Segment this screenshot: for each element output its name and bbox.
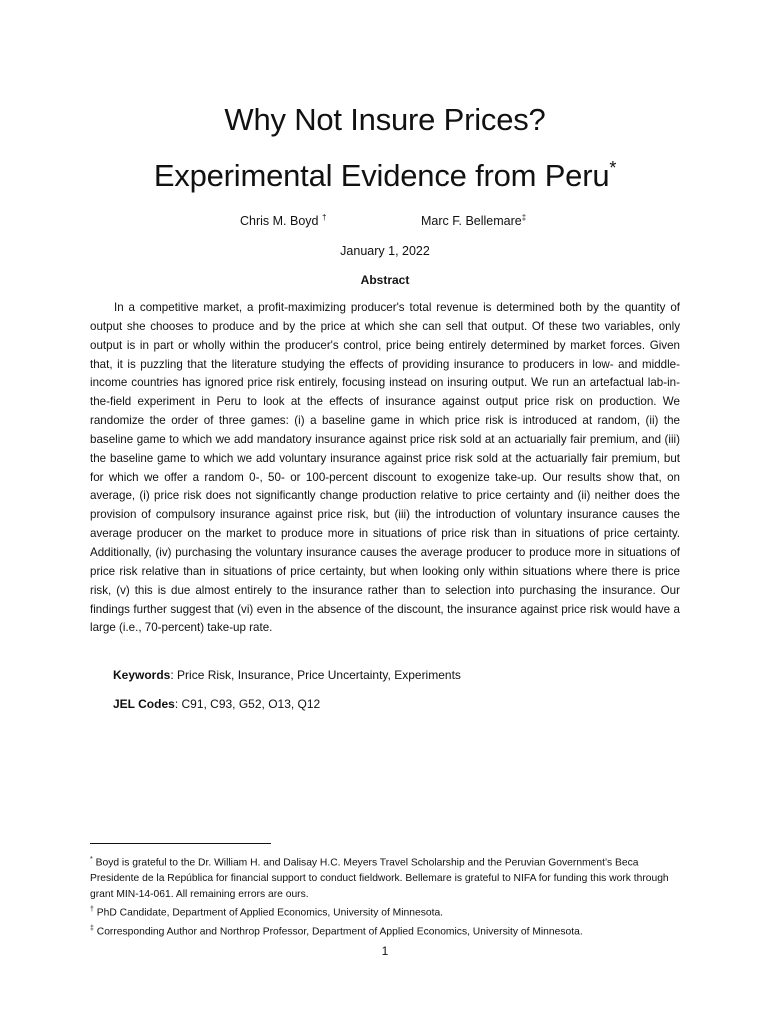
abstract-text: In a competitive market, a profit-maximizing producer's total revenue is determined both by the quantity of output she chooses to produce and by the price at which she can sell that output. Of these two variables, only output is in part or wholly within the producer's control, price being entirely determined by market forces. Given that, it is puzzling that the literature studying the effects of providing insurance to producers in low- and middle-income countries has ignored price risk entirely, focusing instead on insuring output. We run an artefactual lab-in-the-field experiment in Peru to look at the effects of insurance against output price risk on production. We randomize the order of three games: (i) a baseline game in which price risk is introduced at random, (ii) the baseline game to which we add mandatory insurance against price risk sold at an actuarially fair premium, and (iii) the baseline game to which we add voluntary insurance against price risk sold at the actuarially fair premium, but for which we offer a random 0-, 50- or 100-percent discount to exogenize take-up. Our results show that, on average, (i) price risk does not significantly change production relative to price certainty and (ii) neither does the provision of compulsory insurance against price risk, but (iii) the introduction of voluntary insurance causes the average producer on the market to produce more in situations of price risk than in situations of price certainty. Additionally, (iv) purchasing the voluntary insurance causes the average producer to produce more in situations of price risk relative than in situations of price certainty, but when looking only within situations where there is price risk, (v) this is due almost entirely to the insurance rather than to selection into purchasing the insurance. Our findings further suggest that (vi) even in the absence of the discount, the insurance against price risk would have a large (i.e., 70-percent) take-up rate. bbox=[90, 301, 680, 635]
paper-title bbox=[0, 96, 770, 200]
author-name: Chris M. Boyd bbox=[240, 214, 322, 229]
footnote-text: Corresponding Author and Northrop Professor, Department of Applied Economics, University of Minnesota. bbox=[93, 926, 583, 938]
jel-codes-value: : C91, C93, G52, O13, Q12 bbox=[174, 697, 321, 711]
title-line-2: Experimental Evidence from Peru bbox=[153, 158, 610, 193]
footnote-marker: † bbox=[90, 906, 94, 914]
footnote-marker: * bbox=[90, 856, 93, 863]
footnote-text: Boyd is grateful to the Dr. William H. and Dalisay H.C. Meyers Travel Scholarship and the Peruvian Government’s Beca Presidente de la República for financial support to conduct fieldwork. Bellemare is grateful to NIFA for funding this work through grant MIN-14-061. All remaining errors are ours. bbox=[90, 857, 669, 900]
footnote-marker: ‡ bbox=[90, 925, 94, 933]
keywords-value: : Price Risk, Insurance, Price Uncertainty, Experiments bbox=[170, 668, 461, 682]
footnote-divider bbox=[90, 843, 271, 844]
author-boyd bbox=[240, 213, 326, 228]
abstract-heading: Abstract bbox=[360, 273, 410, 287]
author-name: Marc F. Bellemare bbox=[421, 214, 522, 229]
author-footnote-marker: † bbox=[321, 213, 327, 222]
author-bellemare bbox=[421, 213, 526, 228]
keywords-line bbox=[113, 668, 461, 682]
footnote-bellemare bbox=[90, 921, 682, 940]
title-footnote-marker: * bbox=[609, 158, 617, 178]
jel-codes-label: JEL Codes bbox=[113, 697, 175, 711]
author-footnote-marker: ‡ bbox=[521, 213, 527, 222]
jel-codes-line bbox=[113, 697, 320, 711]
footnotes bbox=[90, 852, 682, 940]
footnote-text: PhD Candidate, Department of Applied Economics, University of Minnesota. bbox=[93, 907, 444, 919]
keywords-label: Keywords bbox=[113, 668, 171, 682]
page-number: 1 bbox=[381, 944, 389, 958]
footnote-boyd bbox=[90, 902, 682, 921]
footnote-acknowledgements bbox=[90, 852, 682, 902]
paper-date: January 1, 2022 bbox=[340, 244, 430, 258]
title-line-1: Why Not Insure Prices? bbox=[224, 102, 546, 137]
